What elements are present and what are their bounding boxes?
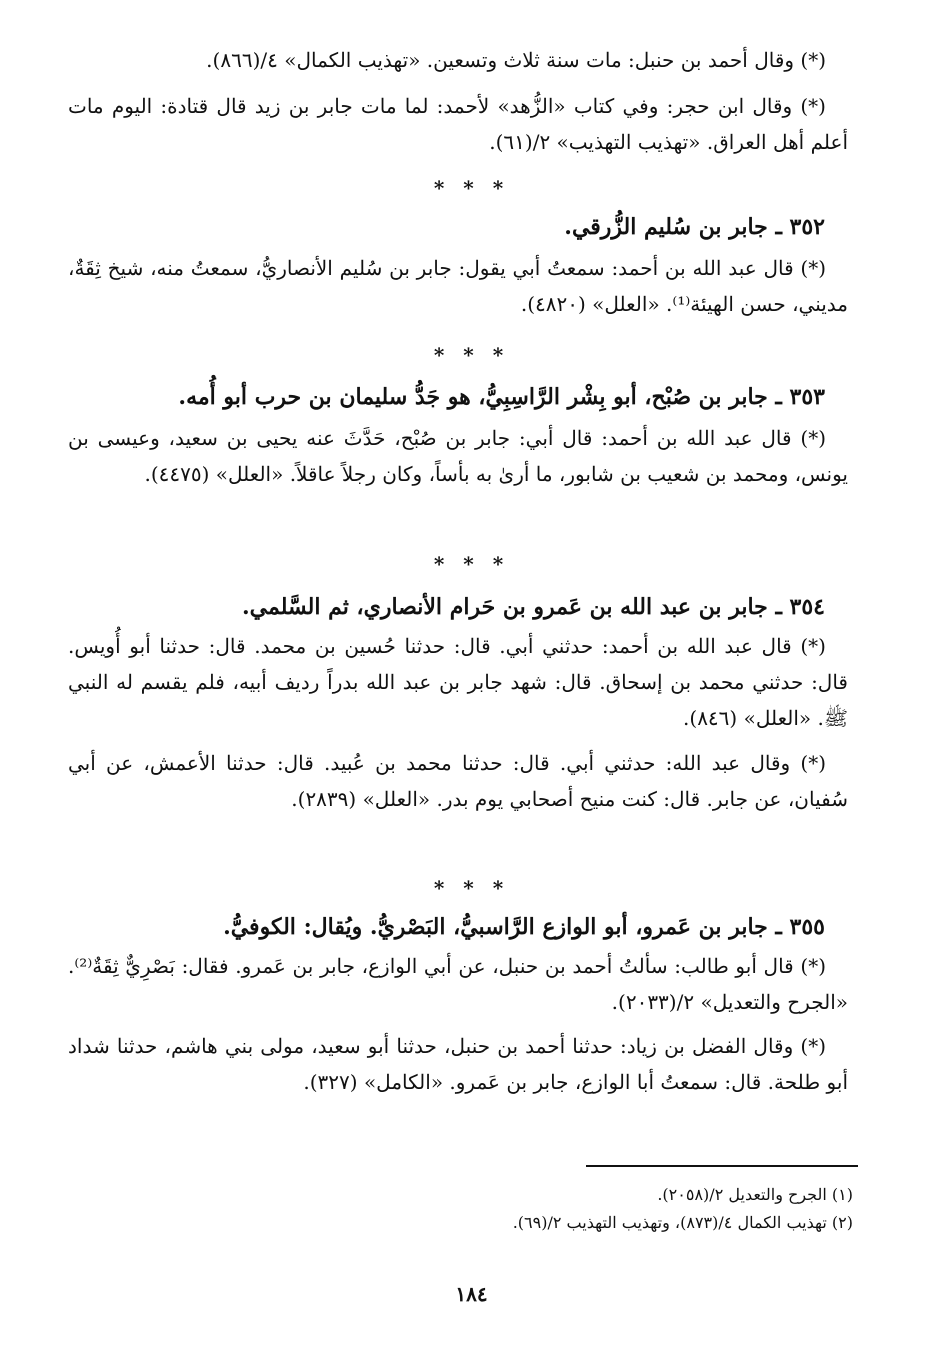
paragraph-entry-352: (*) قال عبد الله بن أحمد: سمعتُ أبي يقول: جابر بن سُليم الأنصاريُّ، سمعتُ منه، شيخ ثِقَةٌ، مديني، حسن الهيئة⁽¹⁾. «العلل» (٤٨٢٠). [68, 256, 848, 316]
paragraph-entry-353: (*) قال عبد الله بن أحمد: قال أبي: جابر بن صُبْح، حَدَّثَ عنه يحيى بن سعيد، وعيسى بن يونس، ومحمد بن شعيب بن شابور، ما أرىٰ به بأساً، وكان رجلاً عاقلاً. «العلل» (٤٤٧٥). [68, 426, 848, 486]
paragraph-entry-354-first: (*) قال عبد الله بن أحمد: حدثني أبي. قال: حدثنا حُسين بن محمد. قال: حدثنا أبو أُويس. قال: حدثني محمد بن إسحاق. قال: شهد جابر بن عبد الله بدراً رديف أبيه، فلم يقسم له النبي ﷺ. «العلل» (٨٤٦). [68, 634, 848, 730]
section-separator: * * * [433, 176, 510, 200]
section-separator: * * * [433, 552, 510, 576]
paragraph-entry-355-second: (*) وقال الفضل بن زياد: حدثنا أحمد بن حنبل، حدثنا أبو سعيد، مولى بني هاشم، حدثنا شداد أبو طلحة. قال: سمعتُ أبا الوازع، جابر بن عَمرو. «الكامل» (٣٢٧). [68, 1034, 848, 1094]
footnote-2: (٢) تهذيب الكمال ٤/(٨٧٣)، وتهذيب التهذيب ٢/(٦٩). [512, 1213, 853, 1232]
paragraph-entry-355-first: (*) قال أبو طالب: سألتُ أحمد بن حنبل، عن أبي الوازع، جابر بن عَمرو. فقال: بَصْرِيٌّ ثِقَةٌ⁽²⁾. «الجرح والتعديل» ٢/(٢٠٣٣). [68, 954, 848, 1014]
section-separator: * * * [433, 343, 510, 367]
entry-heading-352: ٣٥٢ ـ جابر بن سُليم الزُّرقي. [564, 214, 825, 240]
entry-heading-353: ٣٥٣ ـ جابر بن صُبْح، أبو بِشْر الرَّاسِبِيُّ، هو جَدُّ سليمان بن حرب أبو أُمه. [178, 384, 825, 410]
section-separator: * * * [433, 876, 510, 900]
paragraph-ibn-hajar-quote: (*) وقال ابن حجر: وفي كتاب «الزُّهد» لأحمد: لما مات جابر بن زيد قال قتادة: اليوم مات أعلم أهل العراق. «تهذيب التهذيب» ٢/(٦١). [68, 94, 848, 154]
entry-heading-354: ٣٥٤ ـ جابر بن عبد الله بن عَمرو بن حَرام الأنصاري، ثم السَّلمي. [242, 594, 825, 620]
page-number: ١٨٤ [455, 1282, 488, 1306]
entry-heading-355: ٣٥٥ ـ جابر بن عَمرو، أبو الوازع الرَّاسبيُّ، البَصْريُّ. ويُقال: الكوفيُّ. [223, 914, 825, 940]
paragraph-ahmad-death-year: (*) وقال أحمد بن حنبل: مات سنة ثلاث وتسعين. «تهذيب الكمال» ٤/(٨٦٦). [206, 48, 826, 72]
footnote-1: (١) الجرح والتعديل ٢/(٢٠٥٨). [657, 1185, 853, 1204]
paragraph-entry-354-second: (*) وقال عبد الله: حدثني أبي. قال: حدثنا محمد بن عُبيد. قال: حدثنا الأعمش، عن أبي سُفيان، عن جابر. قال: كنت منيح أصحابي يوم بدر. «العلل» (٢٨٣٩). [68, 751, 848, 811]
footnote-divider [586, 1165, 858, 1167]
